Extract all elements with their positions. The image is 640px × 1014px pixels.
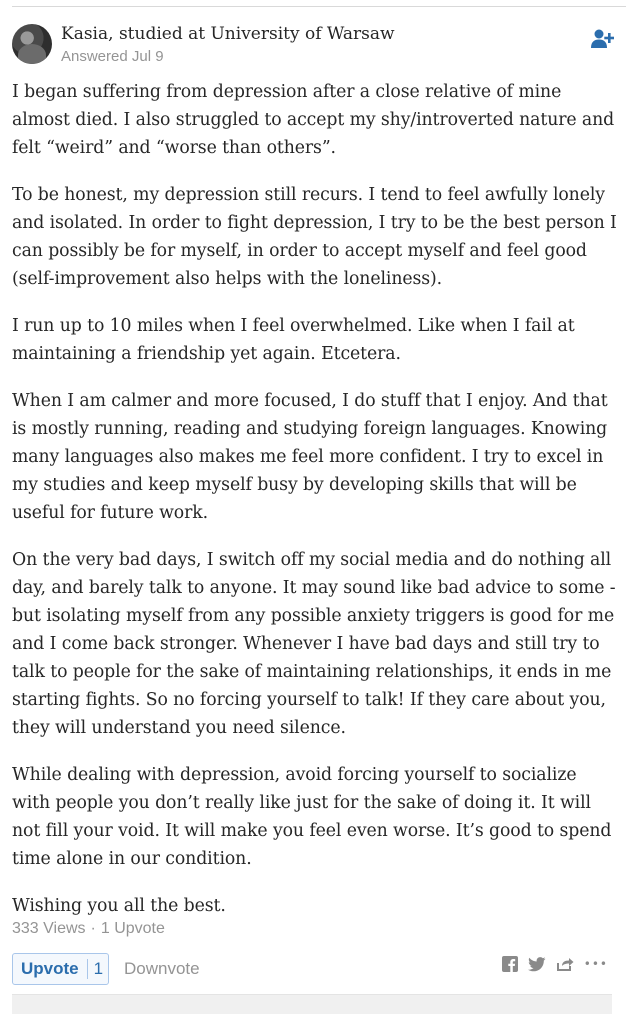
author-credential[interactable]: Kasia, studied at University of Warsaw: [61, 24, 395, 44]
answer-paragraph: On the very bad days, I switch off my social media and do nothing all day, and barely talk to anyone. It may sound like bad advice to some - but isolating myself from any possible anxiety triggers is good for me and I come back stronger. Whenever I have bad days and still try to talk to people for the sake of maintaining relationships, it ends in me starting fights. So no forcing yourself to talk! If they care about you, they will understand you need silence.: [12, 550, 616, 738]
answer-header: [12, 22, 616, 68]
views-count[interactable]: 333 Views: [12, 920, 86, 937]
answer-paragraph: To be honest, my depression still recurs. I tend to feel awfully lonely and isolated. In order to fight depression, I try to be the best person I can possibly be for myself, in order to accept myself and feel good (self-improvement also helps with the loneliness).: [12, 185, 617, 289]
upvote-button[interactable]: [12, 953, 109, 985]
upvote-count: 1: [93, 959, 104, 978]
facebook-icon[interactable]: [502, 956, 518, 972]
answer-paragraph: I began suffering from depression after a close relative of mine almost died. I also struggled to accept my shy/introverted nature and felt “weird” and “worse than others”.: [12, 82, 615, 158]
answer-paragraph: When I am calmer and more focused, I do stuff that I enjoy. And that is mostly running, reading and studying foreign languages. Knowing many languages also makes me feel more confident. I try to excel in my studies and keep myself busy by developing skills that will be useful for future work.: [12, 391, 608, 523]
downvote-button[interactable]: Downvote: [124, 959, 200, 978]
share-icon[interactable]: [556, 956, 574, 972]
comments-bar: [12, 994, 612, 1014]
answer-paragraph: While dealing with depression, avoid forcing yourself to socialize with people you don’t really like just for the sake of doing it. It will not fill your void. It will make you feel even worse. It’s good to spend time alone in our condition.: [12, 765, 612, 869]
upvote-divider: [87, 959, 88, 979]
answer-paragraph: I run up to 10 miles when I feel overwhelmed. Like when I fail at maintaining a friendship yet again. Etcetera.: [12, 316, 575, 364]
twitter-icon[interactable]: [528, 957, 546, 972]
avatar[interactable]: [12, 24, 52, 64]
upvote-label: Upvote: [21, 959, 79, 978]
answered-date[interactable]: Answered Jul 9: [61, 48, 164, 65]
stats-separator: ·: [90, 920, 96, 937]
add-person-icon[interactable]: [590, 28, 614, 50]
top-divider: [12, 6, 626, 7]
more-icon[interactable]: •••: [583, 957, 608, 971]
answer-stats: [12, 920, 165, 938]
answer-paragraph: Wishing you all the best.: [12, 896, 226, 916]
upvotes-count[interactable]: 1 Upvote: [100, 920, 165, 937]
share-actions: [502, 956, 608, 972]
answer-body: [12, 78, 618, 939]
